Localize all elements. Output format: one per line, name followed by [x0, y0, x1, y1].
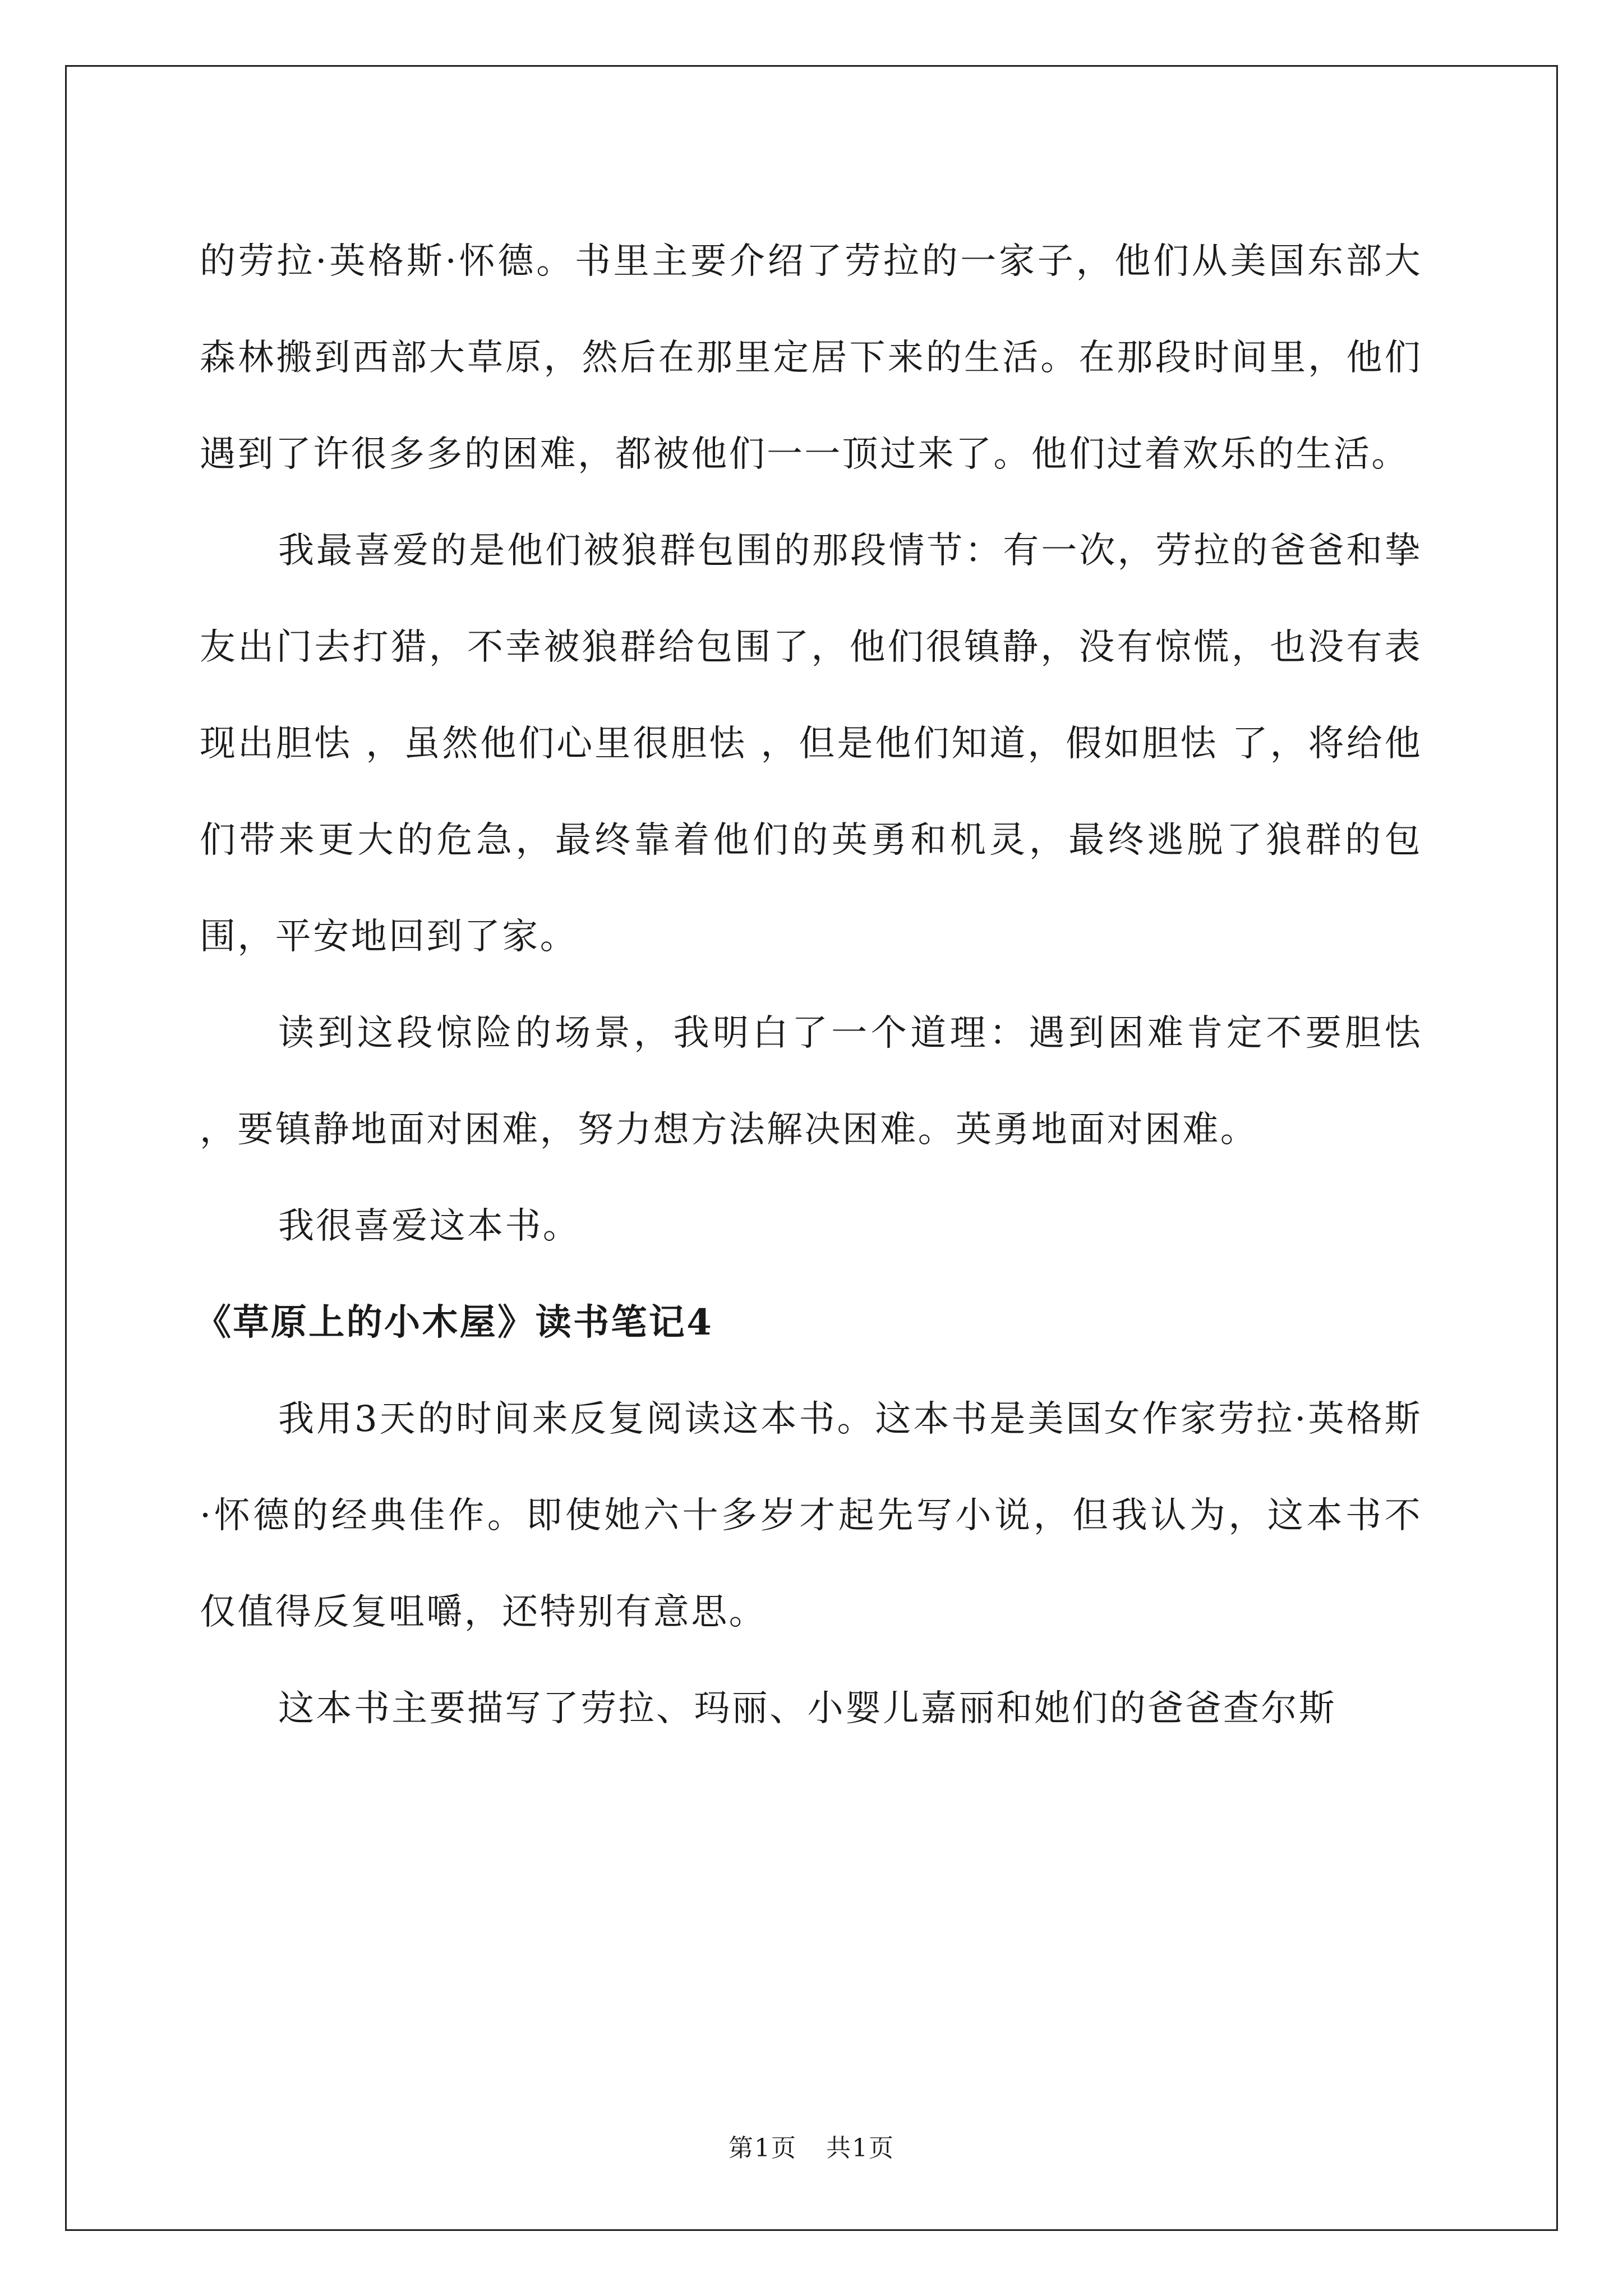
- page-total: 共1页: [826, 2134, 895, 2162]
- paragraph-1: 的劳拉·英格斯·怀德。书里主要介绍了劳拉的一家子，他们从美国东部大森林搬到西部大草原，然后在那里定居下来的生活。在那段时间里，他们遇到了许很多多的困难，都被他们一一顶过来了。他们过着欢乐的生活。: [200, 241, 1422, 475]
- paragraph-6: 这本书主要描写了劳拉、玛丽、小婴儿嘉丽和她们的爸爸查尔斯: [278, 1688, 1337, 1729]
- document-body: [195, 213, 1422, 1757]
- paragraph-5: 我用3天的时间来反复阅读这本书。这本书是美国女作家劳拉·英格斯·怀德的经典佳作。即使她六十多岁才起先写小说，但我认为，这本书不仅值得反复咀嚼，还特别有意思。: [200, 1398, 1422, 1633]
- paragraph-4: 我很喜爱这本书。: [278, 1205, 581, 1247]
- page-footer: [0, 2132, 1623, 2165]
- section-heading: 《草原上的小木屋》读书笔记4: [195, 1301, 714, 1343]
- paragraph-2: 我最喜爱的是他们被狼群包围的那段情节：有一次，劳拉的爸爸和挚友出门去打猎，不幸被狼群给包围了，他们很镇静，没有惊慌，也没有表现出胆怯 ，虽然他们心里很胆怯 ，但是他们知道，假如胆怯 了，将给他们带来更大的危急，最终靠着他们的英勇和机灵，最终逃脱了狼群的包围，平安地回到了家。: [200, 530, 1422, 958]
- page-number: 第1页: [728, 2134, 797, 2162]
- paragraph-3: 读到这段惊险的场景，我明白了一个道理：遇到困难肯定不要胆怯 ，要镇静地面对困难，努力想方法解决困难。英勇地面对困难。: [200, 1013, 1422, 1151]
